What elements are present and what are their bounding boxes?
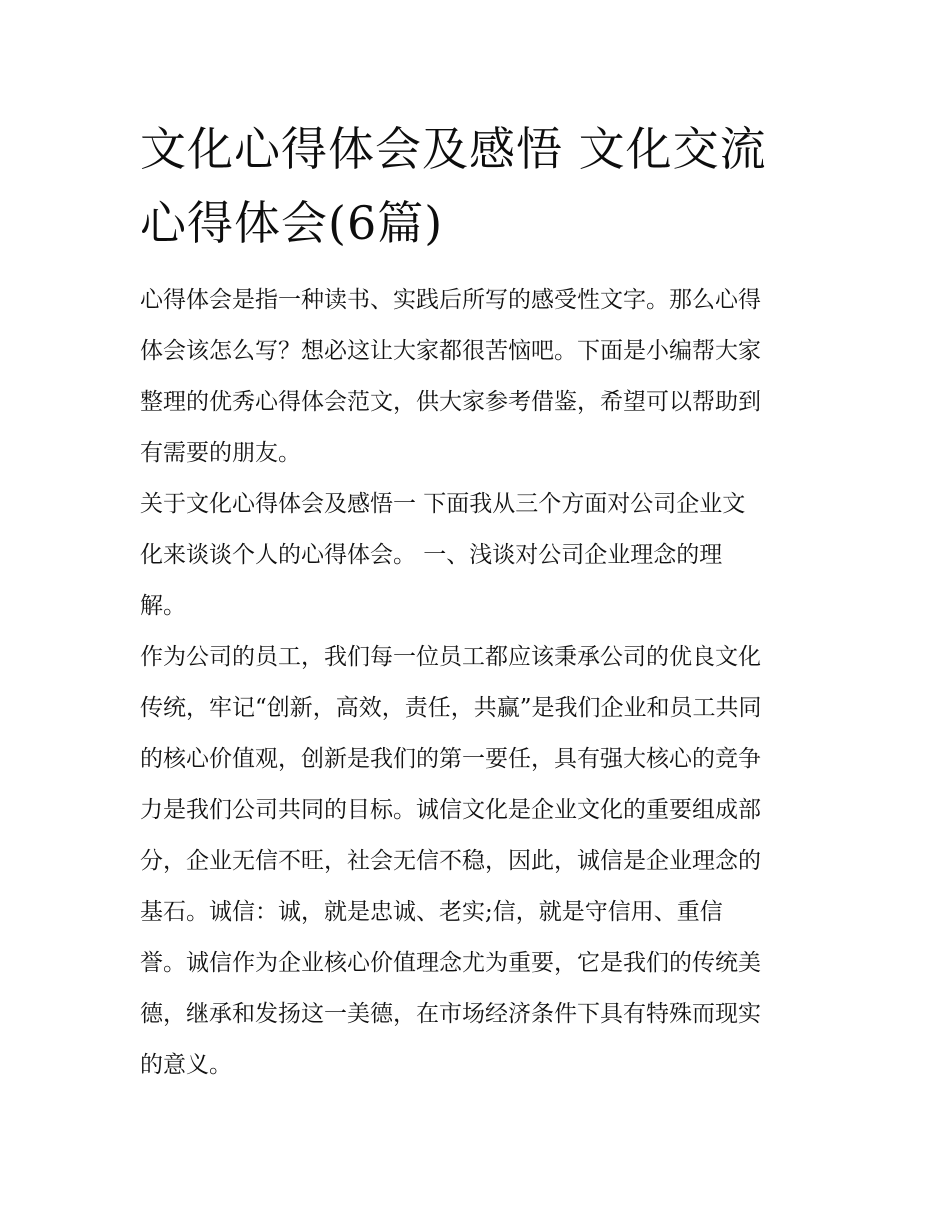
text-line: 基石。诚信：诚，就是忠诚、老实;信，就是守信用、重信 <box>140 899 723 925</box>
text-line: 心得体会是指一种读书、实践后所写的感受性文字。那么心得 <box>140 287 761 313</box>
text-line: 力是我们公司共同的目标。诚信文化是企业文化的重要组成部 <box>140 797 761 823</box>
text-line: 有需要的朋友。 <box>140 440 301 466</box>
values-paragraph <box>140 632 830 1091</box>
text-line: 的核心价值观，创新是我们的第一要任，具有强大核心的竞争 <box>140 746 761 772</box>
text-line: 分，企业无信不旺，社会无信不稳，因此，诚信是企业理念的 <box>140 848 761 874</box>
document-title <box>140 112 820 260</box>
text-line: 誉。诚信作为企业核心价值理念尤为重要，它是我们的传统美 <box>140 950 761 976</box>
text-line: 作为公司的员工，我们每一位员工都应该秉承公司的优良文化 <box>140 644 761 670</box>
text-line: 关于文化心得体会及感悟一 下面我从三个方面对公司企业文 <box>140 491 746 517</box>
text-line: 传统，牢记“创新，高效，责任，共赢”是我们企业和员工共同 <box>140 695 762 721</box>
title-line-1: 文化心得体会及感悟 文化交流 <box>140 122 767 176</box>
document-body <box>140 275 830 1091</box>
intro-paragraph <box>140 275 830 479</box>
text-line: 体会该怎么写？想必这让大家都很苦恼吧。下面是小编帮大家 <box>140 338 761 364</box>
text-line: 整理的优秀心得体会范文，供大家参考借鉴，希望可以帮助到 <box>140 389 761 415</box>
title-line-2: 心得体会(6篇) <box>140 196 444 250</box>
text-line: 化来谈谈个人的心得体会。 一、浅谈对公司企业理念的理 <box>140 542 723 568</box>
section-one-paragraph <box>140 479 830 632</box>
text-line: 德，继承和发扬这一美德，在市场经济条件下具有特殊而现实 <box>140 1001 761 1027</box>
text-line: 解。 <box>140 593 186 619</box>
text-line: 的意义。 <box>140 1052 232 1078</box>
